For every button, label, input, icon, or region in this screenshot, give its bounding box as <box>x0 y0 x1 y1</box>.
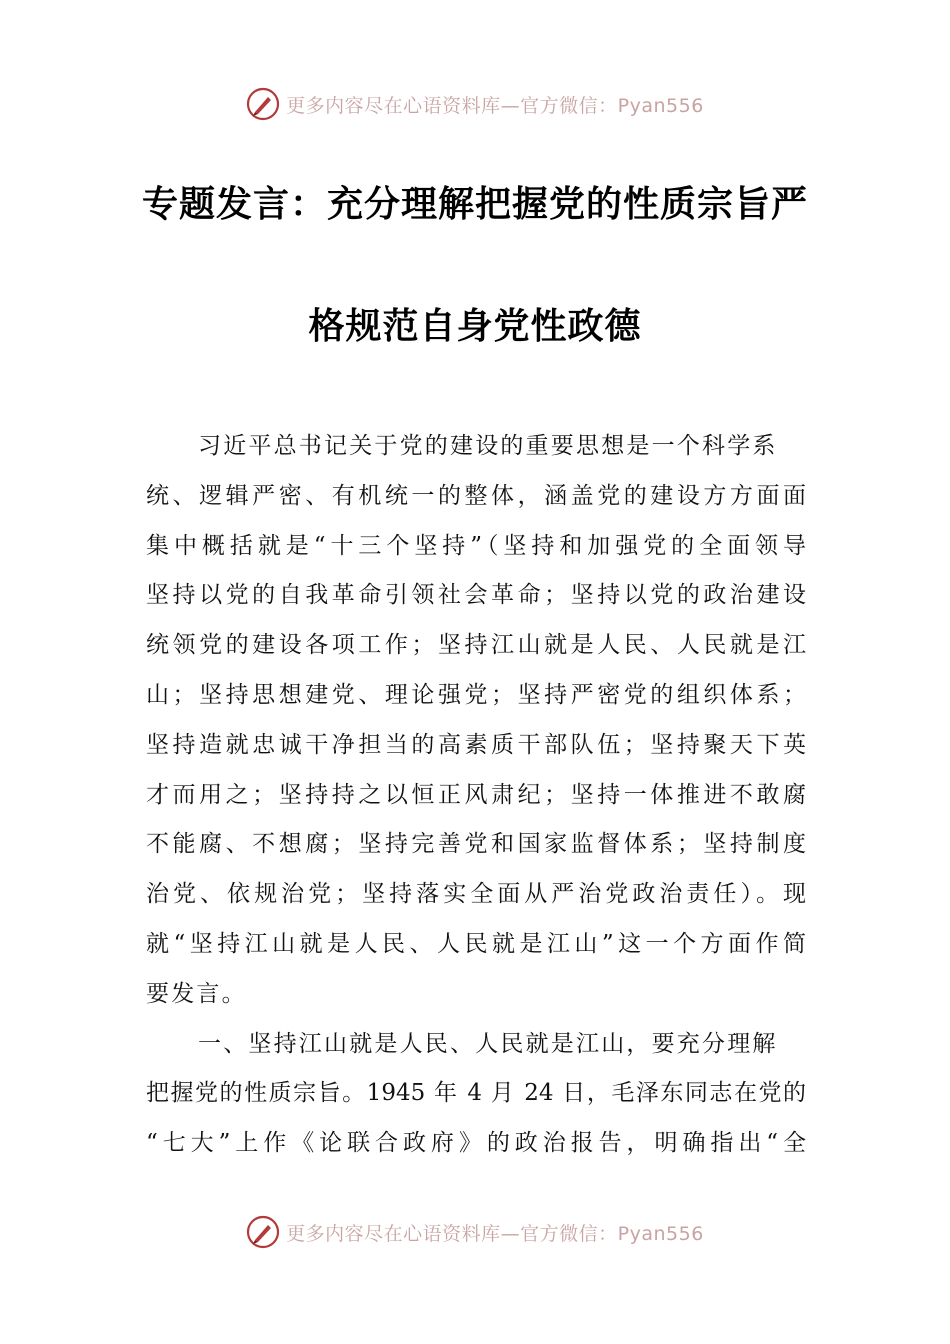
body-line: 习近平总书记关于党的建设的重要思想是一个科学系 <box>198 433 778 459</box>
body-line: 治党、依规治党；坚持落实全面从严治党政治责任）。现 <box>146 881 806 908</box>
body-line: 集中概括就是“十三个坚持”（坚持和加强党的全面领导 <box>146 532 806 559</box>
body-line: 坚持以党的自我革命引领社会革命；坚持以党的政治建设 <box>146 582 806 609</box>
watermark-text: 更多内容尽在心语资料库—官方微信：Pyan556 <box>286 94 704 117</box>
watermark-header <box>0 84 950 124</box>
body-line: 才而用之；坚持持之以恒正风肃纪；坚持一体推进不敢腐 <box>146 781 806 808</box>
body-line: “七大”上作《论联合政府》的政治报告，明确指出“全 <box>146 1130 806 1157</box>
body-line: 统、逻辑严密、有机统一的整体，涵盖党的建设方方面面 <box>146 482 806 509</box>
body-line: 山；坚持思想建党、理论强党；坚持严密党的组织体系； <box>146 681 806 708</box>
body-line: 要发言。 <box>146 980 247 1007</box>
document-body <box>146 422 806 1169</box>
body-line: 不能腐、不想腐；坚持完善党和国家监督体系；坚持制度 <box>146 831 806 858</box>
body-line: 把握党的性质宗旨。1945 年 4 月 24 日，毛泽东同志在党的 <box>146 1080 806 1107</box>
document-title-line-2: 格规范自身党性政德 <box>308 305 642 347</box>
body-line: 统领党的建设各项工作；坚持江山就是人民、人民就是江 <box>146 632 806 659</box>
body-line: 坚持造就忠诚干净担当的高素质干部队伍；坚持聚天下英 <box>146 731 806 758</box>
watermark-footer <box>0 1212 950 1252</box>
watermark-text: 更多内容尽在心语资料库—官方微信：Pyan556 <box>286 1222 704 1245</box>
pen-logo-icon <box>246 1215 280 1249</box>
document-title-line-1: 专题发言：充分理解把握党的性质宗旨严 <box>141 183 808 225</box>
body-line: 就“坚持江山就是人民、人民就是江山”这一个方面作简 <box>146 930 806 957</box>
pen-logo-icon <box>246 87 280 121</box>
body-line: 一、坚持江山就是人民、人民就是江山，要充分理解 <box>198 1030 778 1057</box>
